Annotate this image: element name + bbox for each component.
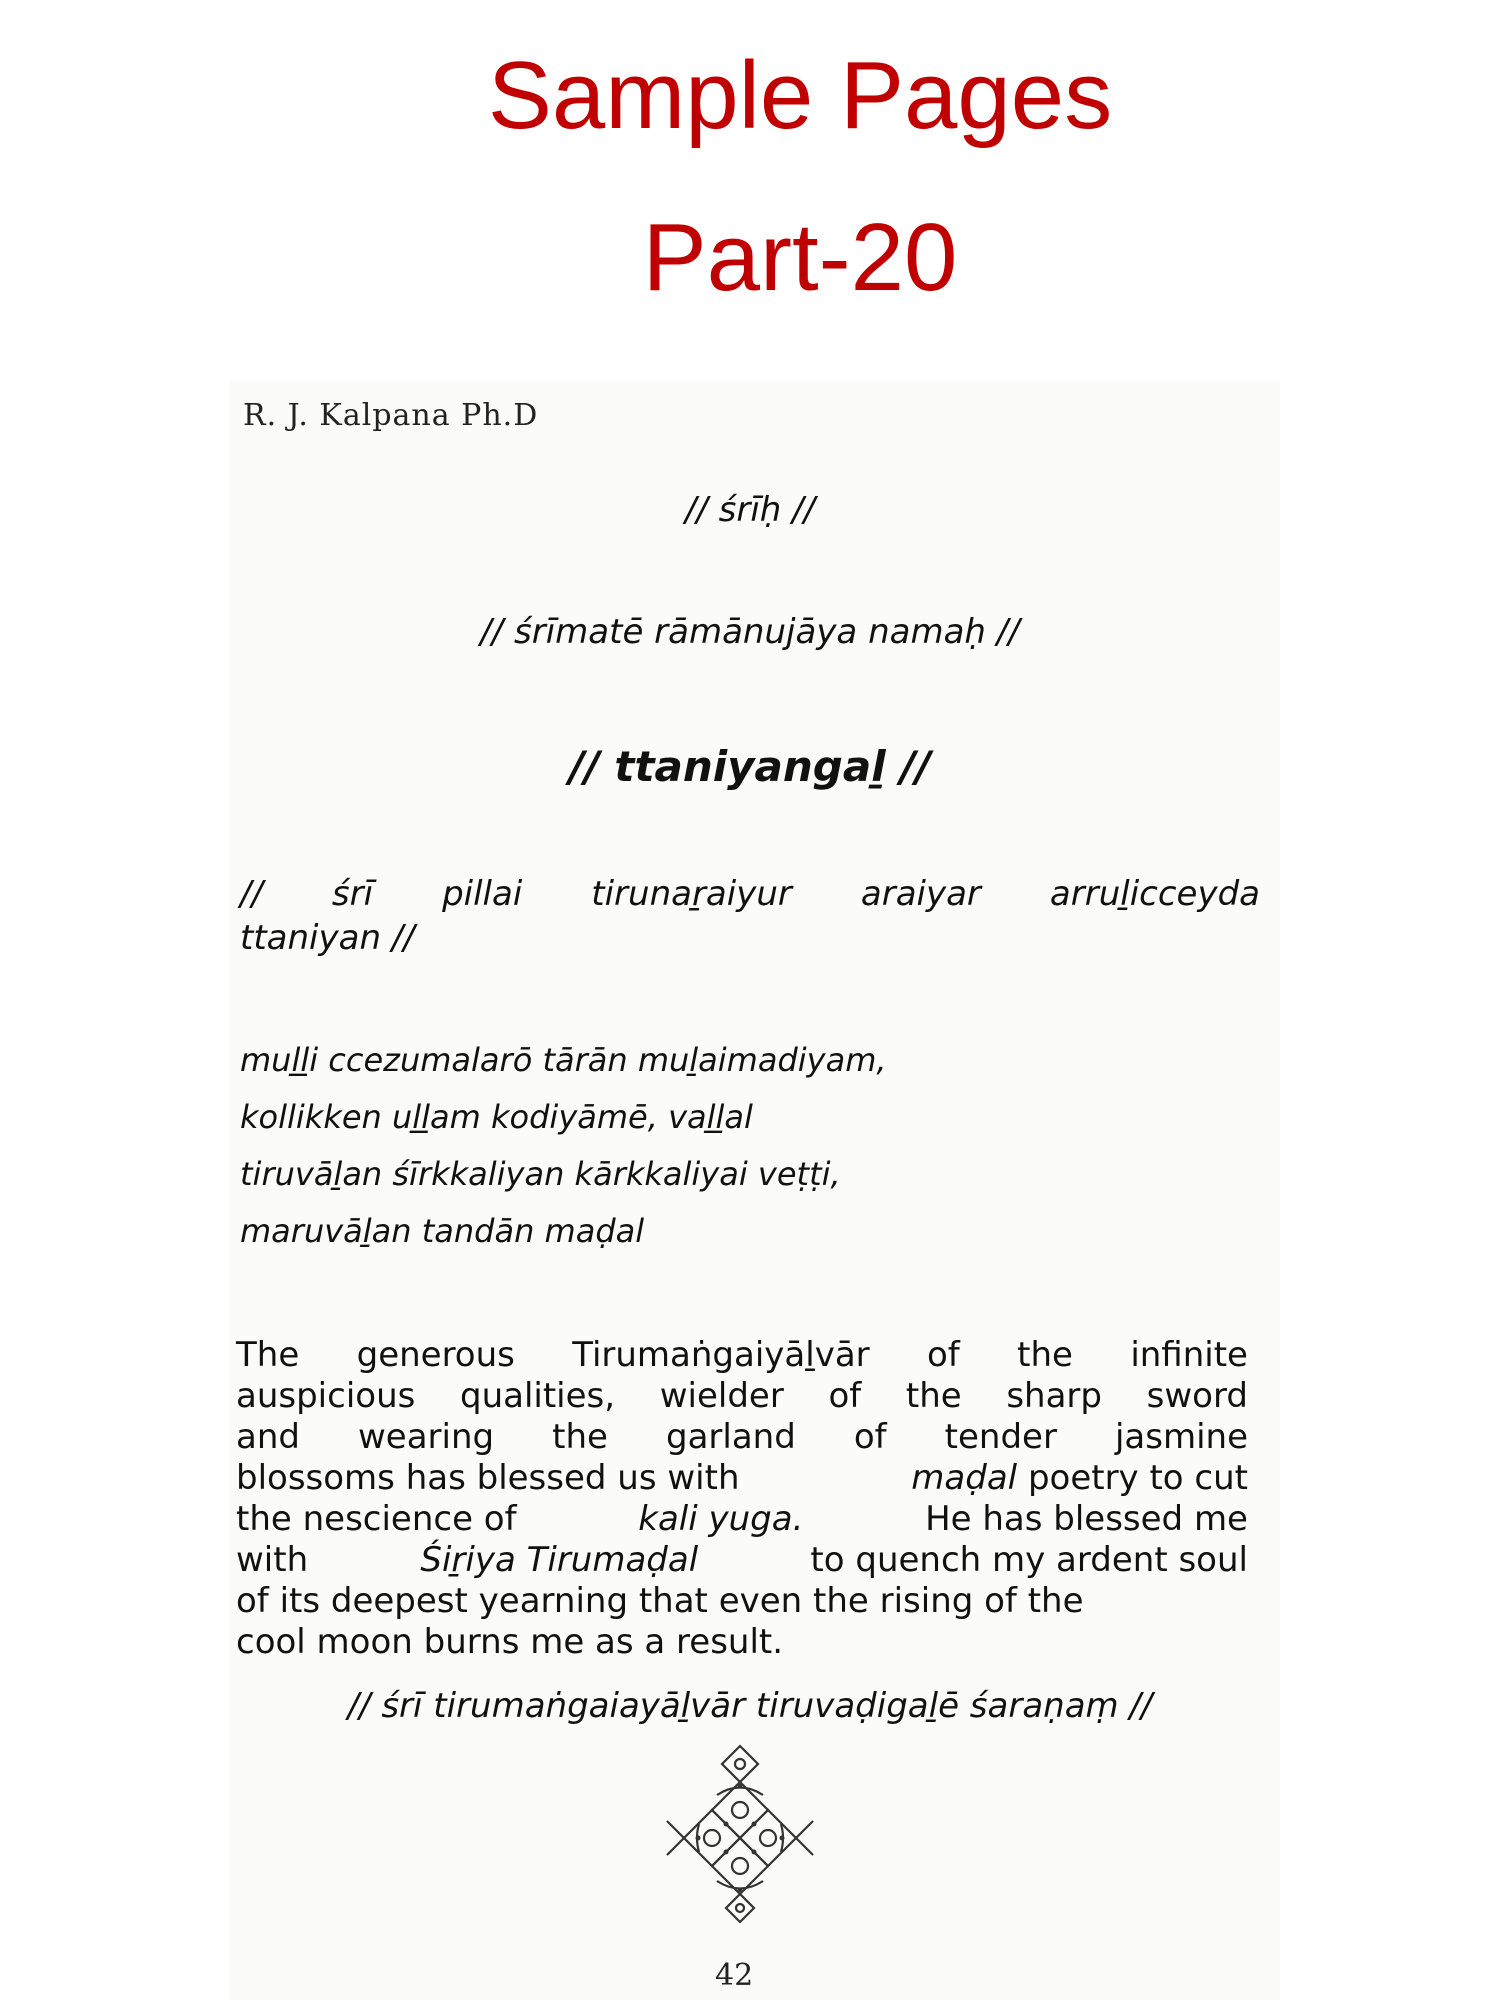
word: of	[853, 1417, 887, 1457]
kolam-ornament-icon	[655, 1740, 825, 1930]
translation-line	[236, 1376, 1248, 1417]
taniyan-verse	[240, 1032, 1140, 1260]
translation-italic: Śiṟiya Tirumaḍal	[420, 1540, 699, 1580]
word: the	[1017, 1335, 1073, 1375]
translation-line	[236, 1499, 1248, 1540]
translation-line	[236, 1622, 1248, 1663]
verse-line: tiruvāḻan śīrkkaliyan kārkkaliyai veṭṭi,	[240, 1155, 841, 1193]
taniyan-heading	[240, 872, 1260, 960]
invocation-sri: // śrīḥ //	[684, 490, 816, 530]
verse-line: kollikken uḻḻam kodiyāmē, vaḻḻal	[240, 1098, 753, 1136]
word: //	[240, 874, 263, 914]
translation-text: with	[236, 1540, 309, 1580]
translation-paragraph	[236, 1335, 1248, 1663]
verse-line: maruvāḻan tandān maḍal	[240, 1212, 645, 1250]
taniyan-heading-line2: ttaniyan //	[240, 918, 415, 958]
translation-line	[236, 1458, 1248, 1499]
translation-text: He has blessed me	[925, 1499, 1248, 1539]
translation-text: of its deepest yearning that even the rising of the	[236, 1581, 1084, 1621]
word: garland	[666, 1417, 796, 1457]
word: jasmine	[1114, 1417, 1248, 1457]
translation-text: cool moon burns me as a result.	[236, 1622, 784, 1662]
author-name: R. J. Kalpana Ph.D	[243, 398, 539, 433]
translation-line	[236, 1540, 1248, 1581]
word: wielder	[659, 1376, 784, 1416]
taniyan-heading-line1	[240, 872, 1260, 916]
word: the	[905, 1376, 962, 1416]
section-title: // ttaniyangaḻ //	[569, 742, 931, 791]
word: The	[236, 1335, 300, 1375]
translation-text: poetry to cut	[1027, 1458, 1248, 1498]
word: qualities,	[459, 1376, 616, 1416]
word: sword	[1146, 1376, 1248, 1416]
page-number: 42	[715, 1958, 754, 1993]
word: tender	[944, 1417, 1057, 1457]
word: arruḻicceyda	[1049, 874, 1260, 914]
word: infinite	[1130, 1335, 1248, 1375]
translation-line	[236, 1417, 1248, 1458]
translation-text: to quench my ardent soul	[810, 1540, 1248, 1580]
word: pillai	[442, 874, 523, 914]
word: of	[927, 1335, 960, 1375]
word: sharp	[1006, 1376, 1102, 1416]
translation-text: blossoms has blessed us with	[236, 1458, 740, 1498]
word: tirunaṟaiyur	[591, 874, 792, 914]
word: wearing	[358, 1417, 495, 1457]
translation-line	[236, 1581, 1248, 1622]
translation-line	[236, 1335, 1248, 1376]
word: Tirumaṅgaiyāḻvār	[572, 1335, 870, 1375]
translation-italic: maḍal	[911, 1458, 1018, 1498]
translation-italic: kali yuga.	[638, 1499, 804, 1539]
word: śrī	[331, 874, 374, 914]
closing-invocation: // śrī tirumaṅgaiayāḻvār tiruvaḍigaḻē śaraṇaṃ //	[347, 1686, 1153, 1726]
word: generous	[356, 1335, 515, 1375]
word: and	[236, 1417, 300, 1457]
invocation-ramanuja: // śrīmatē rāmānujāya namaḥ //	[480, 612, 1020, 652]
verse-line: muḻḻi ccezumalarō tārān muḻaimadiyam,	[240, 1041, 887, 1079]
banner-subtitle: Part-20	[642, 204, 958, 311]
word: the	[552, 1417, 608, 1457]
translation-text: the nescience of	[236, 1499, 517, 1539]
banner-title: Sample Pages	[487, 42, 1113, 149]
word: of	[828, 1376, 862, 1416]
word: auspicious	[236, 1376, 416, 1416]
word: araiyar	[860, 874, 981, 914]
